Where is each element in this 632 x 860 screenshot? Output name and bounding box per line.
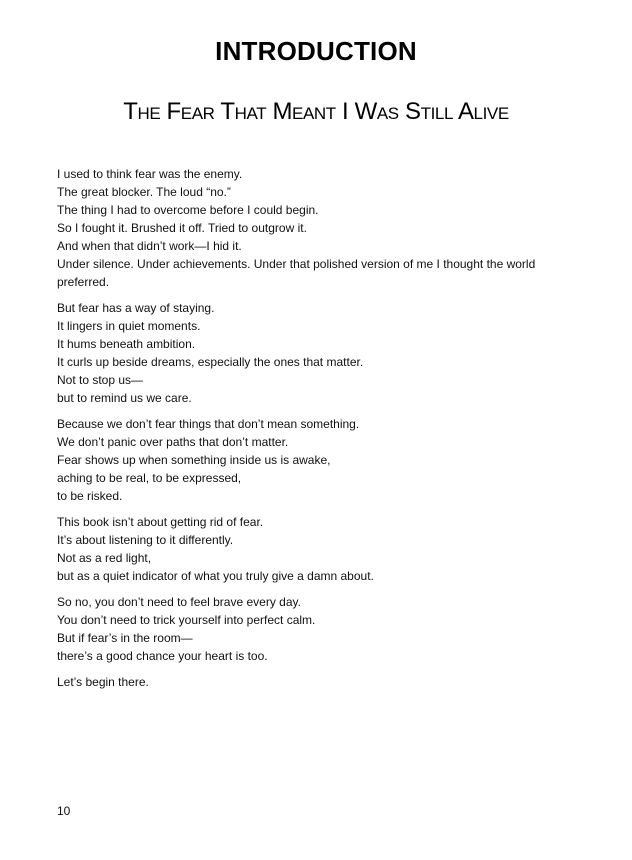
text-line: We don’t panic over paths that don’t matter. (57, 435, 289, 449)
text-line: So no, you don’t need to feel brave every day. (57, 595, 301, 609)
text-line: The thing I had to overcome before I could begin. (57, 203, 319, 217)
text-line: but as a quiet indicator of what you truly give a damn about. (57, 569, 374, 583)
text-line: Not as a red light, (57, 551, 152, 565)
stanza (57, 673, 577, 691)
body-text (57, 165, 577, 699)
text-line: You don’t need to trick yourself into perfect calm. (57, 613, 316, 627)
text-line: to be risked. (57, 489, 123, 503)
chapter-title: The Fear That Meant I Was Still Alive (123, 98, 509, 125)
text-line: It’s about listening to it differently. (57, 533, 234, 547)
text-line: And when that didn’t work—I hid it. (57, 239, 242, 253)
stanza (57, 513, 577, 585)
text-line: So I fought it. Brushed it off. Tried to outgrow it. (57, 221, 307, 235)
text-line: I used to think fear was the enemy. (57, 167, 243, 181)
text-line: But if fear’s in the room— (57, 631, 193, 645)
text-line: Let’s begin there. (57, 675, 149, 689)
stanza (57, 415, 577, 505)
text-line: But fear has a way of staying. (57, 301, 215, 315)
text-line: aching to be real, to be expressed, (57, 471, 242, 485)
text-line: It curls up beside dreams, especially the ones that matter. (57, 355, 364, 369)
text-line: The great blocker. The loud “no.” (57, 185, 231, 199)
text-line: there’s a good chance your heart is too. (57, 649, 268, 663)
text-line: but to remind us we care. (57, 391, 192, 405)
stanza (57, 593, 577, 665)
text-line: Fear shows up when something inside us is awake, (57, 453, 331, 467)
text-line: This book isn’t about getting rid of fear. (57, 515, 264, 529)
stanza (57, 299, 577, 407)
stanza (57, 165, 577, 291)
chapter-label: INTRODUCTION (215, 36, 417, 66)
page-number: 10 (57, 804, 71, 818)
text-line: It hums beneath ambition. (57, 337, 196, 351)
text-line: It lingers in quiet moments. (57, 319, 201, 333)
text-line: Because we don’t fear things that don’t mean something. (57, 417, 360, 431)
text-line: Under silence. Under achievements. Under that polished version of me I thought the world preferred. (57, 257, 536, 289)
text-line: Not to stop us— (57, 373, 144, 387)
